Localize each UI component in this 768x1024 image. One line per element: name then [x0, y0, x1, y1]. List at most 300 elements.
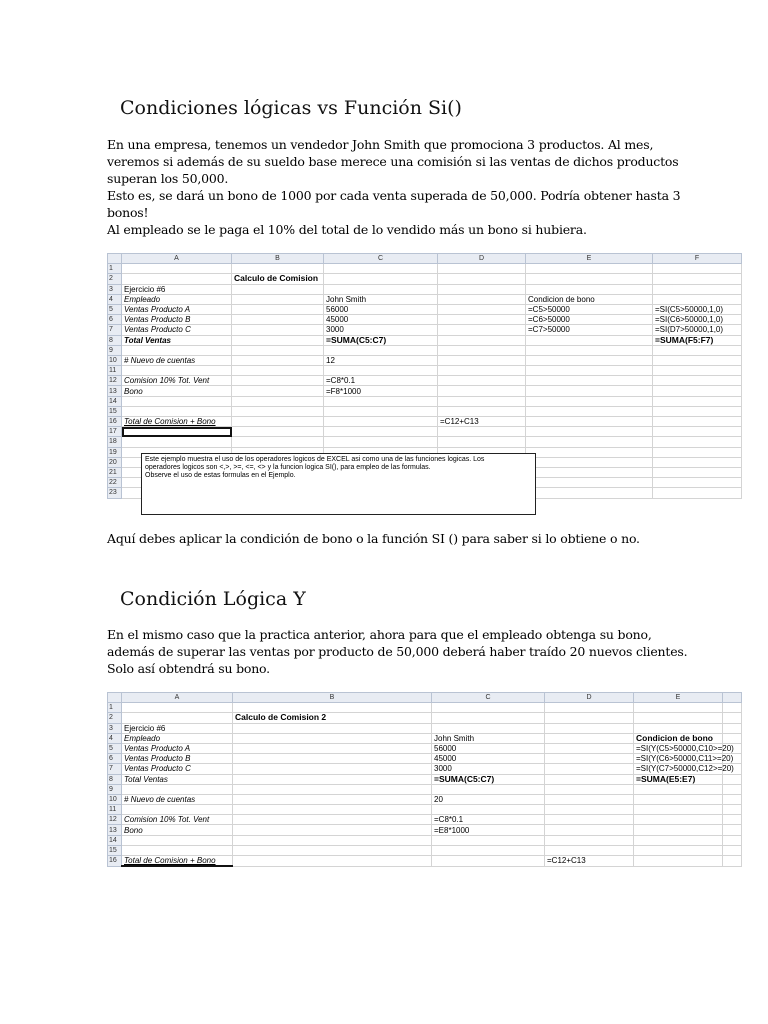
sheet-row: [108, 304, 742, 314]
cell-e[interactable]: =C6>50000: [526, 315, 653, 325]
cell-a[interactable]: Total de Comision + Bono: [122, 856, 233, 867]
cell-d[interactable]: [545, 743, 634, 753]
cell-c[interactable]: =SUMA(C5:C7): [324, 335, 438, 345]
cell-d[interactable]: [545, 703, 634, 713]
cell-c[interactable]: [432, 805, 545, 815]
cell-e[interactable]: [634, 856, 723, 867]
sheet-row: [108, 437, 742, 447]
cell-d[interactable]: [438, 315, 526, 325]
cell-b[interactable]: [232, 345, 324, 355]
sheet-row: [108, 703, 742, 713]
cell-e[interactable]: [526, 376, 653, 386]
cell-e[interactable]: [526, 478, 653, 488]
cell-d[interactable]: [545, 845, 634, 855]
cell-c[interactable]: =C8*0.1: [324, 376, 438, 386]
cell-a[interactable]: Bono: [122, 386, 232, 396]
row-number[interactable]: 1: [108, 264, 122, 274]
cell-e[interactable]: [526, 386, 653, 396]
cell-d[interactable]: [545, 784, 634, 794]
cell-e[interactable]: =C7>50000: [526, 325, 653, 335]
row-number[interactable]: 12: [108, 376, 122, 386]
cell-c[interactable]: 56000: [432, 743, 545, 753]
row-number[interactable]: 4: [108, 294, 122, 304]
sheet-row: [108, 345, 742, 355]
cell-f[interactable]: [653, 284, 742, 294]
cell-d[interactable]: [438, 406, 526, 416]
cell-e[interactable]: [526, 284, 653, 294]
row-number[interactable]: 22: [108, 478, 122, 488]
sheet-row: [108, 845, 742, 855]
cell-a[interactable]: Total Ventas: [122, 774, 233, 784]
cell-e[interactable]: [526, 396, 653, 406]
row-number[interactable]: 5: [108, 304, 122, 314]
cell-empty: [723, 805, 742, 815]
row-number[interactable]: 16: [108, 417, 122, 427]
column-header[interactable]: D: [438, 254, 526, 264]
sheet-row: [108, 264, 742, 274]
cell-b[interactable]: [232, 284, 324, 294]
cell-d[interactable]: [438, 284, 526, 294]
cell-f[interactable]: [653, 386, 742, 396]
row-number[interactable]: 12: [108, 815, 122, 825]
cell-b[interactable]: [233, 743, 432, 753]
row-number[interactable]: 8: [108, 335, 122, 345]
cell-e[interactable]: Condicion de bono: [526, 294, 653, 304]
cell-c[interactable]: =SUMA(C5:C7): [432, 774, 545, 784]
cell-a[interactable]: Ventas Producto A: [122, 743, 233, 753]
cell-e[interactable]: [526, 457, 653, 467]
cell-a[interactable]: [122, 845, 233, 855]
cell-e[interactable]: =SI(Y(C5>50000,C10>=20): [634, 743, 723, 753]
cell-b[interactable]: [232, 366, 324, 376]
row-number[interactable]: 6: [108, 754, 122, 764]
cell-a[interactable]: Total Ventas: [122, 335, 232, 345]
cell-a[interactable]: Ejercicio #6: [122, 284, 232, 294]
cell-c[interactable]: [432, 784, 545, 794]
cell-d[interactable]: [438, 376, 526, 386]
column-header[interactable]: E: [526, 254, 653, 264]
cell-c[interactable]: =C8*0.1: [432, 815, 545, 825]
sheet-row: [108, 284, 742, 294]
cell-b[interactable]: [233, 723, 432, 733]
cell-empty: [723, 825, 742, 835]
paragraph-line: bonos!: [107, 205, 149, 220]
cell-f[interactable]: =SI(C5>50000,1,0): [653, 304, 742, 314]
row-number[interactable]: 3: [108, 284, 122, 294]
cell-b[interactable]: Calculo de Comision 2: [233, 713, 432, 723]
cell-f[interactable]: [653, 417, 742, 427]
cell-d[interactable]: [545, 825, 634, 835]
row-number[interactable]: 16: [108, 856, 122, 867]
cell-b[interactable]: [233, 805, 432, 815]
cell-b[interactable]: [232, 406, 324, 416]
sheet-row: [108, 733, 742, 743]
cell-d[interactable]: [545, 713, 634, 723]
cell-e[interactable]: [526, 427, 653, 437]
paragraph-line: además de superar las ventas por producto de 50,000 deberá haber traído 20 nuevos clientes.: [107, 644, 688, 659]
cell-e[interactable]: [526, 406, 653, 416]
sheet-row: [108, 774, 742, 784]
sheet-row: [108, 764, 742, 774]
cell-a[interactable]: Ventas Producto A: [122, 304, 232, 314]
row-number[interactable]: 9: [108, 784, 122, 794]
row-number[interactable]: 11: [108, 805, 122, 815]
cell-b[interactable]: [232, 304, 324, 314]
cell-empty: [723, 703, 742, 713]
cell-f[interactable]: [653, 478, 742, 488]
cell-b[interactable]: [232, 355, 324, 365]
cell-a[interactable]: Ventas Producto C: [122, 764, 233, 774]
column-header[interactable]: C: [432, 693, 545, 703]
cell-empty: [723, 815, 742, 825]
row-number[interactable]: 1: [108, 703, 122, 713]
cell-f[interactable]: [653, 366, 742, 376]
cell-b[interactable]: [233, 764, 432, 774]
cell-e[interactable]: [526, 345, 653, 355]
spreadsheet-2: [107, 692, 742, 867]
cell-a[interactable]: Empleado: [122, 733, 233, 743]
cell-e[interactable]: [526, 437, 653, 447]
cell-d[interactable]: [545, 835, 634, 845]
cell-b[interactable]: [233, 835, 432, 845]
note-line: operadores logicos son <,>, >=, <=, <> y la funcion logica SI(), para empleo de las formulas.: [145, 464, 431, 471]
column-header[interactable]: A: [122, 254, 232, 264]
row-number[interactable]: 6: [108, 315, 122, 325]
section1-paragraph: [107, 136, 687, 238]
cell-a[interactable]: # Nuevo de cuentas: [122, 794, 233, 804]
cell-a[interactable]: [122, 264, 232, 274]
row-number[interactable]: 20: [108, 457, 122, 467]
cell-empty: [723, 733, 742, 743]
cell-a[interactable]: Comision 10% Tot. Vent: [122, 815, 233, 825]
cell-f[interactable]: [653, 437, 742, 447]
cell-d[interactable]: [438, 366, 526, 376]
cell-a[interactable]: Ventas Producto C: [122, 325, 232, 335]
row-number[interactable]: 2: [108, 274, 122, 284]
sheet-row: [108, 815, 742, 825]
cell-b[interactable]: [233, 754, 432, 764]
cell-e[interactable]: [634, 794, 723, 804]
cell-d[interactable]: =C12+C13: [545, 856, 634, 867]
cell-c[interactable]: 12: [324, 355, 438, 365]
cell-e[interactable]: [634, 723, 723, 733]
cell-d[interactable]: [438, 386, 526, 396]
cell-e[interactable]: =SUMA(E5:E7): [634, 774, 723, 784]
cell-empty: [723, 723, 742, 733]
sheet-row: [108, 386, 742, 396]
cell-b[interactable]: [232, 315, 324, 325]
cell-f[interactable]: [653, 396, 742, 406]
cell-d[interactable]: [438, 264, 526, 274]
row-number[interactable]: 10: [108, 794, 122, 804]
cell-c[interactable]: [432, 703, 545, 713]
cell-d[interactable]: [438, 345, 526, 355]
cell-a[interactable]: Ventas Producto B: [122, 315, 232, 325]
cell-e[interactable]: [634, 815, 723, 825]
cell-c[interactable]: [324, 264, 438, 274]
cell-a[interactable]: [122, 784, 233, 794]
cell-f[interactable]: =SI(D7>50000,1,0): [653, 325, 742, 335]
cell-d[interactable]: [438, 274, 526, 284]
cell-a[interactable]: [122, 406, 232, 416]
cell-d[interactable]: [438, 437, 526, 447]
sheet-row: [108, 406, 742, 416]
cell-c[interactable]: John Smith: [432, 733, 545, 743]
cell-b[interactable]: Calculo de Comision: [232, 274, 324, 284]
row-number[interactable]: 7: [108, 325, 122, 335]
cell-empty: [723, 774, 742, 784]
row-number[interactable]: 5: [108, 743, 122, 753]
row-number[interactable]: 17: [108, 427, 122, 437]
sheet-row: [108, 335, 742, 345]
row-number[interactable]: 14: [108, 396, 122, 406]
cell-b[interactable]: [233, 733, 432, 743]
column-header[interactable]: D: [545, 693, 634, 703]
row-number[interactable]: 13: [108, 825, 122, 835]
cell-c[interactable]: [432, 835, 545, 845]
cell-b[interactable]: [232, 294, 324, 304]
cell-f[interactable]: =SI(C6>50000,1,0): [653, 315, 742, 325]
cell-b[interactable]: [233, 815, 432, 825]
cell-a[interactable]: Total de Comision + Bono: [122, 417, 232, 427]
cell-d[interactable]: [438, 304, 526, 314]
cell-c[interactable]: [324, 366, 438, 376]
cell-d[interactable]: [545, 733, 634, 743]
sheet-row: [108, 856, 742, 867]
cell-e[interactable]: =C5>50000: [526, 304, 653, 314]
cell-c[interactable]: 45000: [324, 315, 438, 325]
cell-c[interactable]: [432, 845, 545, 855]
row-number[interactable]: 15: [108, 406, 122, 416]
column-header-row: [108, 254, 742, 264]
cell-f[interactable]: =SUMA(F5:F7): [653, 335, 742, 345]
cell-f[interactable]: [653, 294, 742, 304]
row-number[interactable]: 14: [108, 835, 122, 845]
cell-b[interactable]: [233, 794, 432, 804]
cell-b[interactable]: [232, 396, 324, 406]
cell-c[interactable]: [324, 284, 438, 294]
cell-a[interactable]: Comision 10% Tot. Vent: [122, 376, 232, 386]
cell-e[interactable]: [526, 467, 653, 477]
row-number[interactable]: 13: [108, 386, 122, 396]
paragraph-line: Al empleado se le paga el 10% del total de lo vendido más un bono si hubiera.: [107, 222, 587, 237]
cell-d[interactable]: [545, 815, 634, 825]
cell-e[interactable]: [634, 835, 723, 845]
sheet-row: [108, 396, 742, 406]
cell-f[interactable]: [653, 355, 742, 365]
cell-a[interactable]: Ventas Producto B: [122, 754, 233, 764]
cell-c[interactable]: [324, 427, 438, 437]
cell-a[interactable]: [122, 713, 233, 723]
column-header[interactable]: C: [324, 254, 438, 264]
sheet-row: [108, 325, 742, 335]
cell-e[interactable]: [526, 264, 653, 274]
paragraph-line: En el mismo caso que la practica anterior, ahora para que el empleado obtenga su bono,: [107, 627, 652, 642]
cell-e[interactable]: =SI(Y(C7>50000,C12>=20): [634, 764, 723, 774]
cell-empty: [723, 713, 742, 723]
row-number[interactable]: 7: [108, 764, 122, 774]
cell-e[interactable]: [526, 447, 653, 457]
cell-d[interactable]: [438, 325, 526, 335]
column-header-empty: [723, 693, 742, 703]
sheet-row: [108, 315, 742, 325]
cell-d[interactable]: [545, 764, 634, 774]
cell-c[interactable]: [432, 856, 545, 867]
cell-e[interactable]: [634, 845, 723, 855]
select-all-corner[interactable]: [108, 693, 122, 703]
cell-c[interactable]: [324, 396, 438, 406]
cell-c[interactable]: [432, 723, 545, 733]
cell-c[interactable]: =E8*1000: [432, 825, 545, 835]
sheet-row: [108, 417, 742, 427]
row-number[interactable]: 19: [108, 447, 122, 457]
sheet-row: [108, 784, 742, 794]
cell-b[interactable]: [232, 335, 324, 345]
cell-c[interactable]: 3000: [324, 325, 438, 335]
cell-a[interactable]: Empleado: [122, 294, 232, 304]
cell-a[interactable]: [122, 805, 233, 815]
cell-d[interactable]: [545, 805, 634, 815]
cell-e[interactable]: [526, 274, 653, 284]
cell-b[interactable]: [233, 845, 432, 855]
cell-d[interactable]: [438, 396, 526, 406]
cell-e[interactable]: [526, 417, 653, 427]
row-number[interactable]: 18: [108, 437, 122, 447]
cell-c[interactable]: =F8*1000: [324, 386, 438, 396]
cell-c[interactable]: [324, 417, 438, 427]
row-number[interactable]: 21: [108, 467, 122, 477]
cell-c[interactable]: [324, 437, 438, 447]
cell-c[interactable]: [324, 406, 438, 416]
cell-d[interactable]: [438, 294, 526, 304]
cell-d[interactable]: [438, 355, 526, 365]
cell-a[interactable]: [122, 396, 232, 406]
cell-e[interactable]: [634, 784, 723, 794]
row-number[interactable]: 4: [108, 733, 122, 743]
column-header-row: [108, 693, 742, 703]
cell-a[interactable]: [122, 437, 232, 447]
cell-a[interactable]: [122, 835, 233, 845]
cell-f[interactable]: [653, 406, 742, 416]
cell-a[interactable]: [122, 274, 232, 284]
cell-c[interactable]: 56000: [324, 304, 438, 314]
cell-e[interactable]: Condicion de bono: [634, 733, 723, 743]
cell-a[interactable]: Bono: [122, 825, 233, 835]
cell-b[interactable]: [233, 703, 432, 713]
row-number[interactable]: 15: [108, 845, 122, 855]
sheet-row: [108, 754, 742, 764]
cell-d[interactable]: =C12+C13: [438, 417, 526, 427]
row-number[interactable]: 8: [108, 774, 122, 784]
cell-d[interactable]: [545, 723, 634, 733]
section2-title: Condición Lógica Y: [120, 588, 306, 610]
cell-f[interactable]: [653, 488, 742, 498]
cell-b[interactable]: [233, 825, 432, 835]
column-header[interactable]: B: [232, 254, 324, 264]
cell-b[interactable]: [233, 856, 432, 867]
section2-paragraph: [107, 626, 687, 677]
cell-b[interactable]: [232, 376, 324, 386]
row-number[interactable]: 2: [108, 713, 122, 723]
row-number[interactable]: 3: [108, 723, 122, 733]
sheet-row: [108, 723, 742, 733]
cell-e[interactable]: [526, 335, 653, 345]
row-number[interactable]: 11: [108, 366, 122, 376]
row-number[interactable]: 10: [108, 355, 122, 365]
cell-e[interactable]: [526, 355, 653, 365]
cell-e[interactable]: [526, 488, 653, 498]
section1-after-text: Aquí debes aplicar la condición de bono o la función SI () para saber si lo obtiene o no.: [107, 531, 640, 546]
cell-f[interactable]: [653, 274, 742, 284]
cell-b[interactable]: [232, 427, 324, 437]
cell-b[interactable]: [232, 264, 324, 274]
cell-f[interactable]: [653, 457, 742, 467]
cell-b[interactable]: [233, 784, 432, 794]
row-number[interactable]: 9: [108, 345, 122, 355]
cell-d[interactable]: [438, 335, 526, 345]
cell-f[interactable]: [653, 376, 742, 386]
cell-d[interactable]: [438, 427, 526, 437]
cell-a[interactable]: [122, 345, 232, 355]
cell-f[interactable]: [653, 427, 742, 437]
cell-b[interactable]: [232, 437, 324, 447]
select-all-corner[interactable]: [108, 254, 122, 264]
cell-c[interactable]: 3000: [432, 764, 545, 774]
column-header[interactable]: F: [653, 254, 742, 264]
cell-d[interactable]: [545, 754, 634, 764]
cell-a[interactable]: Ejercicio #6: [122, 723, 233, 733]
sheet-row: [108, 743, 742, 753]
paragraph-line: veremos si además de su sueldo base merece una comisión si las ventas de dichos productos: [107, 154, 679, 169]
cell-c[interactable]: [324, 345, 438, 355]
cell-f[interactable]: [653, 467, 742, 477]
cell-c[interactable]: 20: [432, 794, 545, 804]
cell-e[interactable]: [634, 805, 723, 815]
column-header[interactable]: A: [122, 693, 233, 703]
cell-d[interactable]: [545, 794, 634, 804]
cell-e[interactable]: [634, 825, 723, 835]
cell-b[interactable]: [232, 417, 324, 427]
cell-e[interactable]: [634, 703, 723, 713]
cell-f[interactable]: [653, 264, 742, 274]
cell-empty: [723, 794, 742, 804]
cell-b[interactable]: [232, 325, 324, 335]
cell-e[interactable]: =SI(Y(C6>50000,C11>=20): [634, 754, 723, 764]
cell-c[interactable]: [324, 274, 438, 284]
cell-c[interactable]: [432, 713, 545, 723]
row-number[interactable]: 23: [108, 488, 122, 498]
note-line: Observe el uso de estas formulas en el Ejemplo.: [145, 472, 296, 479]
cell-a[interactable]: [122, 366, 232, 376]
cell-e[interactable]: [634, 713, 723, 723]
cell-a[interactable]: # Nuevo de cuentas: [122, 355, 232, 365]
cell-f[interactable]: [653, 345, 742, 355]
cell-b[interactable]: [232, 386, 324, 396]
cell-e[interactable]: [526, 366, 653, 376]
cell-b[interactable]: [233, 774, 432, 784]
sheet-row: [108, 427, 742, 437]
spreadsheet-note: [141, 453, 536, 515]
cell-d[interactable]: [545, 774, 634, 784]
cell-empty: [723, 835, 742, 845]
cell-c[interactable]: John Smith: [324, 294, 438, 304]
cell-a[interactable]: [122, 703, 233, 713]
cell-c[interactable]: 45000: [432, 754, 545, 764]
column-header[interactable]: E: [634, 693, 723, 703]
cell-f[interactable]: [653, 447, 742, 457]
cell-a[interactable]: [122, 427, 232, 437]
column-header[interactable]: B: [233, 693, 432, 703]
